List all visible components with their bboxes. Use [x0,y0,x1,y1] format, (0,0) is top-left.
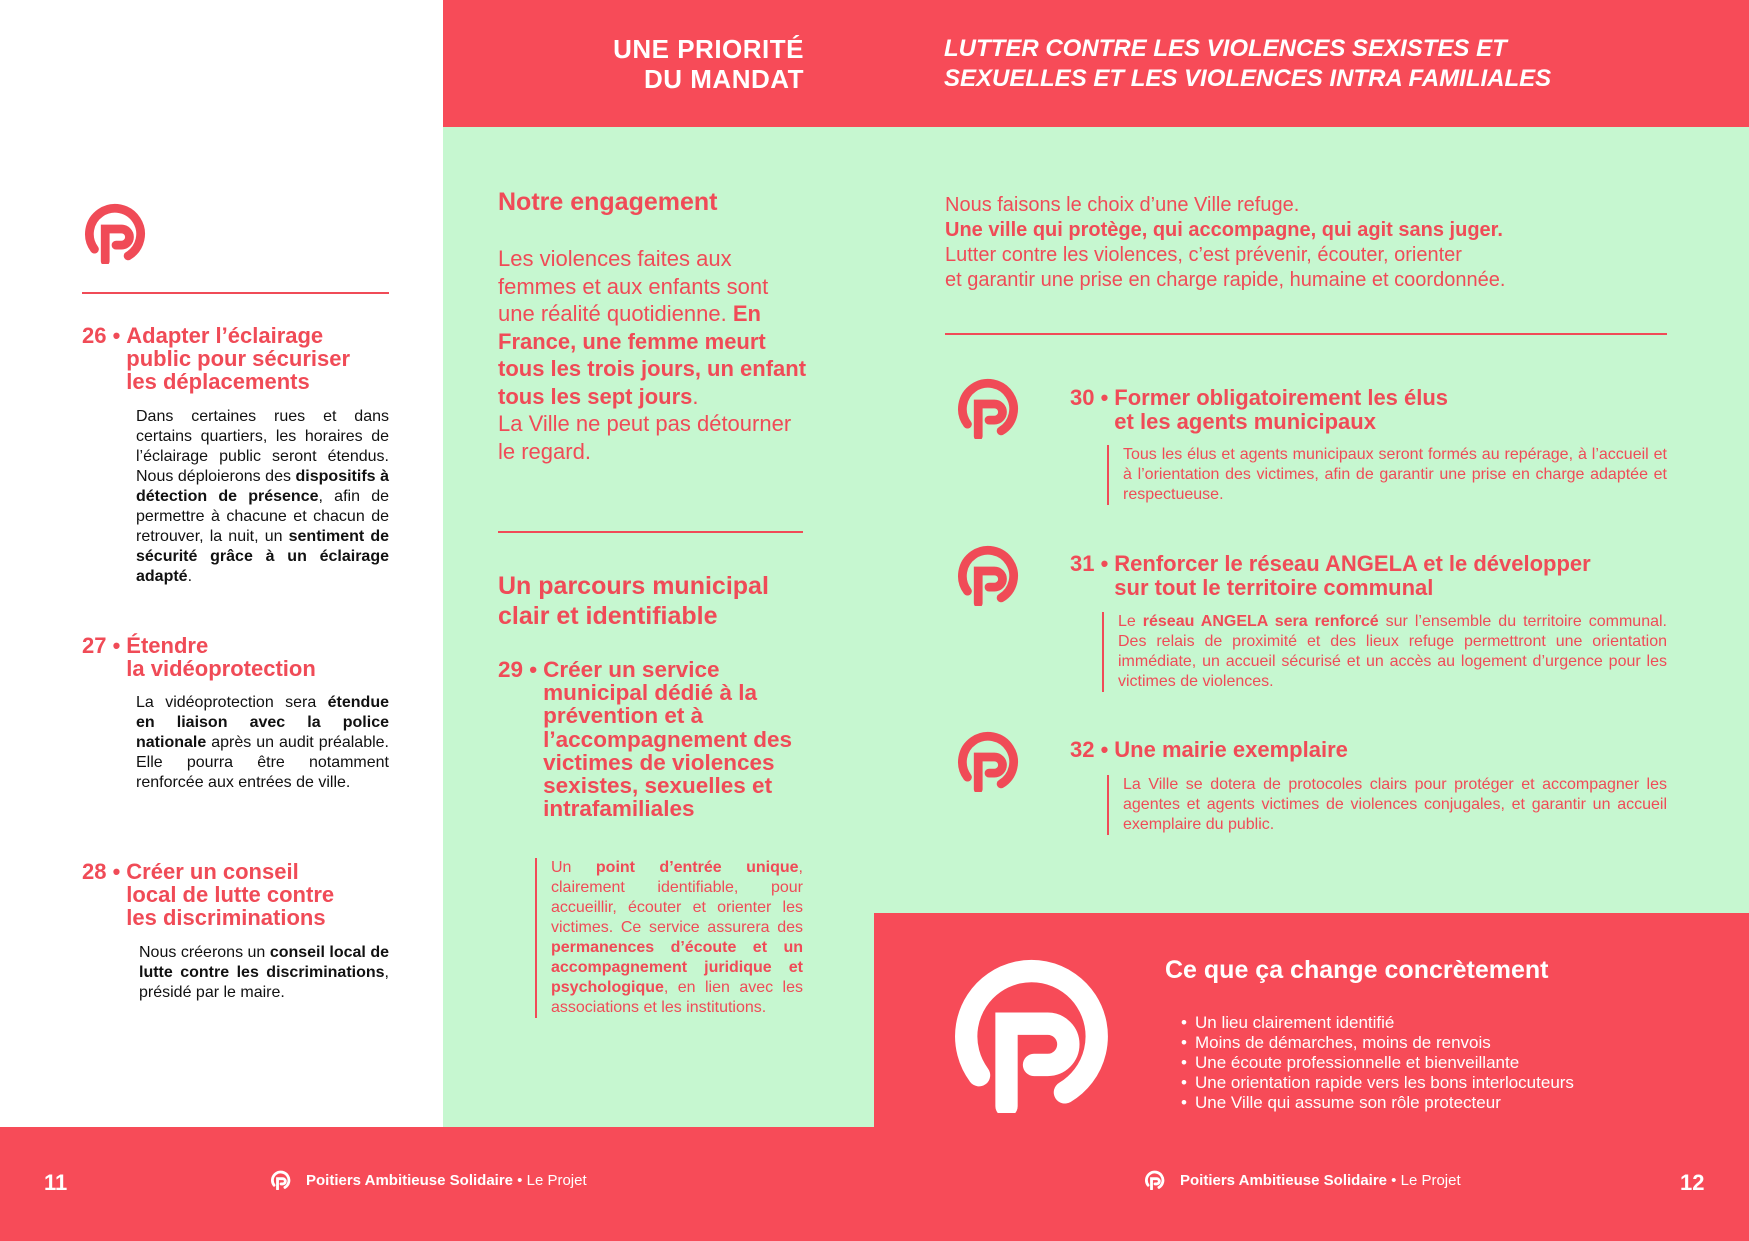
measure-29-title [498,658,798,820]
footer-band [0,1127,1749,1241]
text-run: sur l’ensemble du territoire communal. Des relais de proximité et des lieux refuge permettront une orientation immédiate, un accueil sécurisé et un accès au logement d’urgence pour les victimes de violences. [1118,613,1667,690]
measure-32-number: 32 • [1070,737,1109,762]
footer-brand: Poitiers Ambitieuse Solidaire [1180,1172,1388,1189]
summary-item: • Une orientation rapide vers les bons interlocuteurs [1195,1073,1735,1093]
measure-31-number: 31 • [1070,551,1109,576]
p-logo-large-icon [944,955,1124,1113]
text-run: Le [1118,613,1143,630]
text-run: , présidé par le maire. [139,964,389,1001]
measure-26-body [136,407,389,587]
page-number-left: 11 [44,1170,68,1195]
text-run-bold: permanences d’écoute et un accompagnement juridique et psychologique [551,939,803,996]
measure-28-title [82,860,402,929]
text-line: Lutter contre les violences, c’est prévenir, écouter, orienter [945,244,1462,266]
refuge-intro [945,193,1725,293]
measure-27-body [136,693,389,793]
footer-suffix: Le Projet [1400,1172,1461,1189]
text-run-bold: dispositifs à détection de présence [136,468,389,505]
measure-30-title-line: Former obligatoirement les élus [1114,385,1449,410]
text-run: La Ville ne peut pas détourner le regard. [498,411,792,464]
text-line: et garantir une prise en charge rapide, humaine et coordonnée. [945,269,1506,291]
text-run-bold: réseau ANGELA sera renforcé [1142,613,1379,630]
engagement-title: Notre engagement [498,188,718,216]
page-number-right: 12 [1680,1170,1705,1195]
footer-sep: • [1387,1172,1401,1189]
text-run: , en lien avec les associations et les institutions. [551,979,803,1016]
text-line: Nous faisons le choix d’une Ville refuge. [945,194,1300,216]
text-line-bold: Une ville qui protège, qui accompagne, qui agit sans juger. [945,219,1503,241]
footer-brand-right [1180,1172,1461,1189]
measure-28-body [139,943,389,1003]
right-divider [945,333,1667,335]
summary-item: • Une Ville qui assume son rôle protecteur [1195,1093,1735,1113]
summary-item: • Moins de démarches, moins de renvois [1195,1033,1735,1053]
measure-26-title-line: public pour sécuriser [126,346,351,371]
text-run-bold: En France, une femme meurt tous les trois jours, un enfant tous les sept jours [498,301,807,409]
p-logo-icon [955,544,1023,606]
p-logo-icon [955,730,1023,792]
footer-brand-left [306,1172,587,1189]
summary-item: • Une écoute professionnelle et bienveillante [1195,1053,1735,1073]
text-run-bold: étendue en liaison avec la police nationale [136,694,389,751]
measure-32-body [1107,775,1667,835]
engagement-intro [498,245,808,465]
measure-26-title-line: Adapter l’éclairage [126,323,324,348]
text-run: , afin de permettre à chacune et chacun de retrouver, la nuit, un [136,488,389,545]
parcours-title: Un parcours municipal clair et identifiable [498,572,769,630]
text-run: , clairement identifiable, pour accueillir, écouter et orienter les victimes. Ce service assurera des [551,859,803,936]
measure-31-title-line: sur tout le territoire communal [1114,575,1434,600]
measure-26-title-line: les déplacements [126,369,310,394]
header-priority-line1: UNE PRIORITÉ [613,34,804,64]
measure-31-title-line: Renforcer le réseau ANGELA et le développer [1114,551,1591,576]
text-run: après un audit préalable. Elle pourra être notamment renforcée aux entrées de ville. [136,734,389,791]
left-divider [82,292,389,294]
measure-27-title-line: Étendre [126,633,209,658]
summary-title: Ce que ça change concrètement [1165,956,1549,984]
measure-26-number: 26 • [82,323,121,348]
text-run: . [692,383,699,409]
summary-item: • Un lieu clairement identifié [1195,1013,1735,1033]
text-run: Tous les élus et agents municipaux seront formés au repérage, à l’accueil et à l’orientation des victimes, afin de garantir une prise en charge adaptée et respectueuse. [1123,446,1667,503]
middle-divider [498,531,803,533]
text-run-bold: sentiment de sécurité grâce à un éclairage adapté [136,528,390,585]
measure-30-number: 30 • [1070,385,1109,410]
measure-30-title [1070,386,1730,434]
measure-30-title-line: et les agents municipaux [1114,409,1376,434]
measure-29-title-text: Créer un service municipal dédié à la prévention et à l’accompagnement des victimes de violences sexistes, sexuelles et intrafamiliales [543,657,792,822]
measure-29-number: 29 • [498,657,538,682]
p-logo-small-icon [1144,1170,1166,1190]
text-run: Un [551,859,596,876]
measure-32-title [1070,738,1730,762]
measure-27-title [82,634,402,680]
footer-suffix: Le Projet [526,1172,587,1189]
measure-28-title-line: local de lutte contre [126,882,335,907]
measure-29-body [535,858,803,1018]
header-theme-line1: LUTTER CONTRE LES VIOLENCES SEXISTES ET [944,35,1507,62]
measure-30-body [1107,445,1667,505]
summary-list [1195,1013,1735,1113]
text-run-bold: conseil local de lutte contre les discriminations [139,944,390,981]
measure-26-title [82,324,402,393]
measure-28-title-line: Créer un conseil [126,859,299,884]
measure-28-title-line: les discriminations [126,905,326,930]
measure-27-number: 27 • [82,633,121,658]
text-run: . [187,568,193,585]
measure-31-body [1102,612,1667,692]
p-logo-small-icon [270,1170,292,1190]
footer-brand: Poitiers Ambitieuse Solidaire [306,1172,514,1189]
text-run: La Ville se dotera de protocoles clairs pour protéger et accompagner les agentes et agents victimes de violences conjugales, et garantir un accueil exemplaire du public. [1123,776,1667,833]
measure-31-title [1070,552,1735,600]
p-logo-icon [82,202,150,264]
header-theme-line2: SEXUELLES ET LES VIOLENCES INTRA FAMILIALES [944,65,1552,92]
text-run: Nous créerons un [139,944,270,961]
header-theme [944,34,1704,94]
header-priority-line2: DU MANDAT [644,64,804,94]
text-run: Dans certaines rues et dans certains quartiers, les horaires de l’éclairage public seront étendus. Nous déploierons des [136,408,389,485]
header-priority [443,34,804,94]
text-run-bold: point d’entrée unique [595,859,799,876]
footer-sep: • [513,1172,527,1189]
measure-27-title-line: la vidéoprotection [126,656,316,681]
text-run: Les violences faites aux femmes et aux enfants sont une réalité quotidienne. [498,246,769,326]
p-logo-icon [955,377,1023,439]
measure-28-number: 28 • [82,859,121,884]
text-run: La vidéoprotection sera [136,694,328,711]
measure-32-title-line: Une mairie exemplaire [1114,737,1348,762]
